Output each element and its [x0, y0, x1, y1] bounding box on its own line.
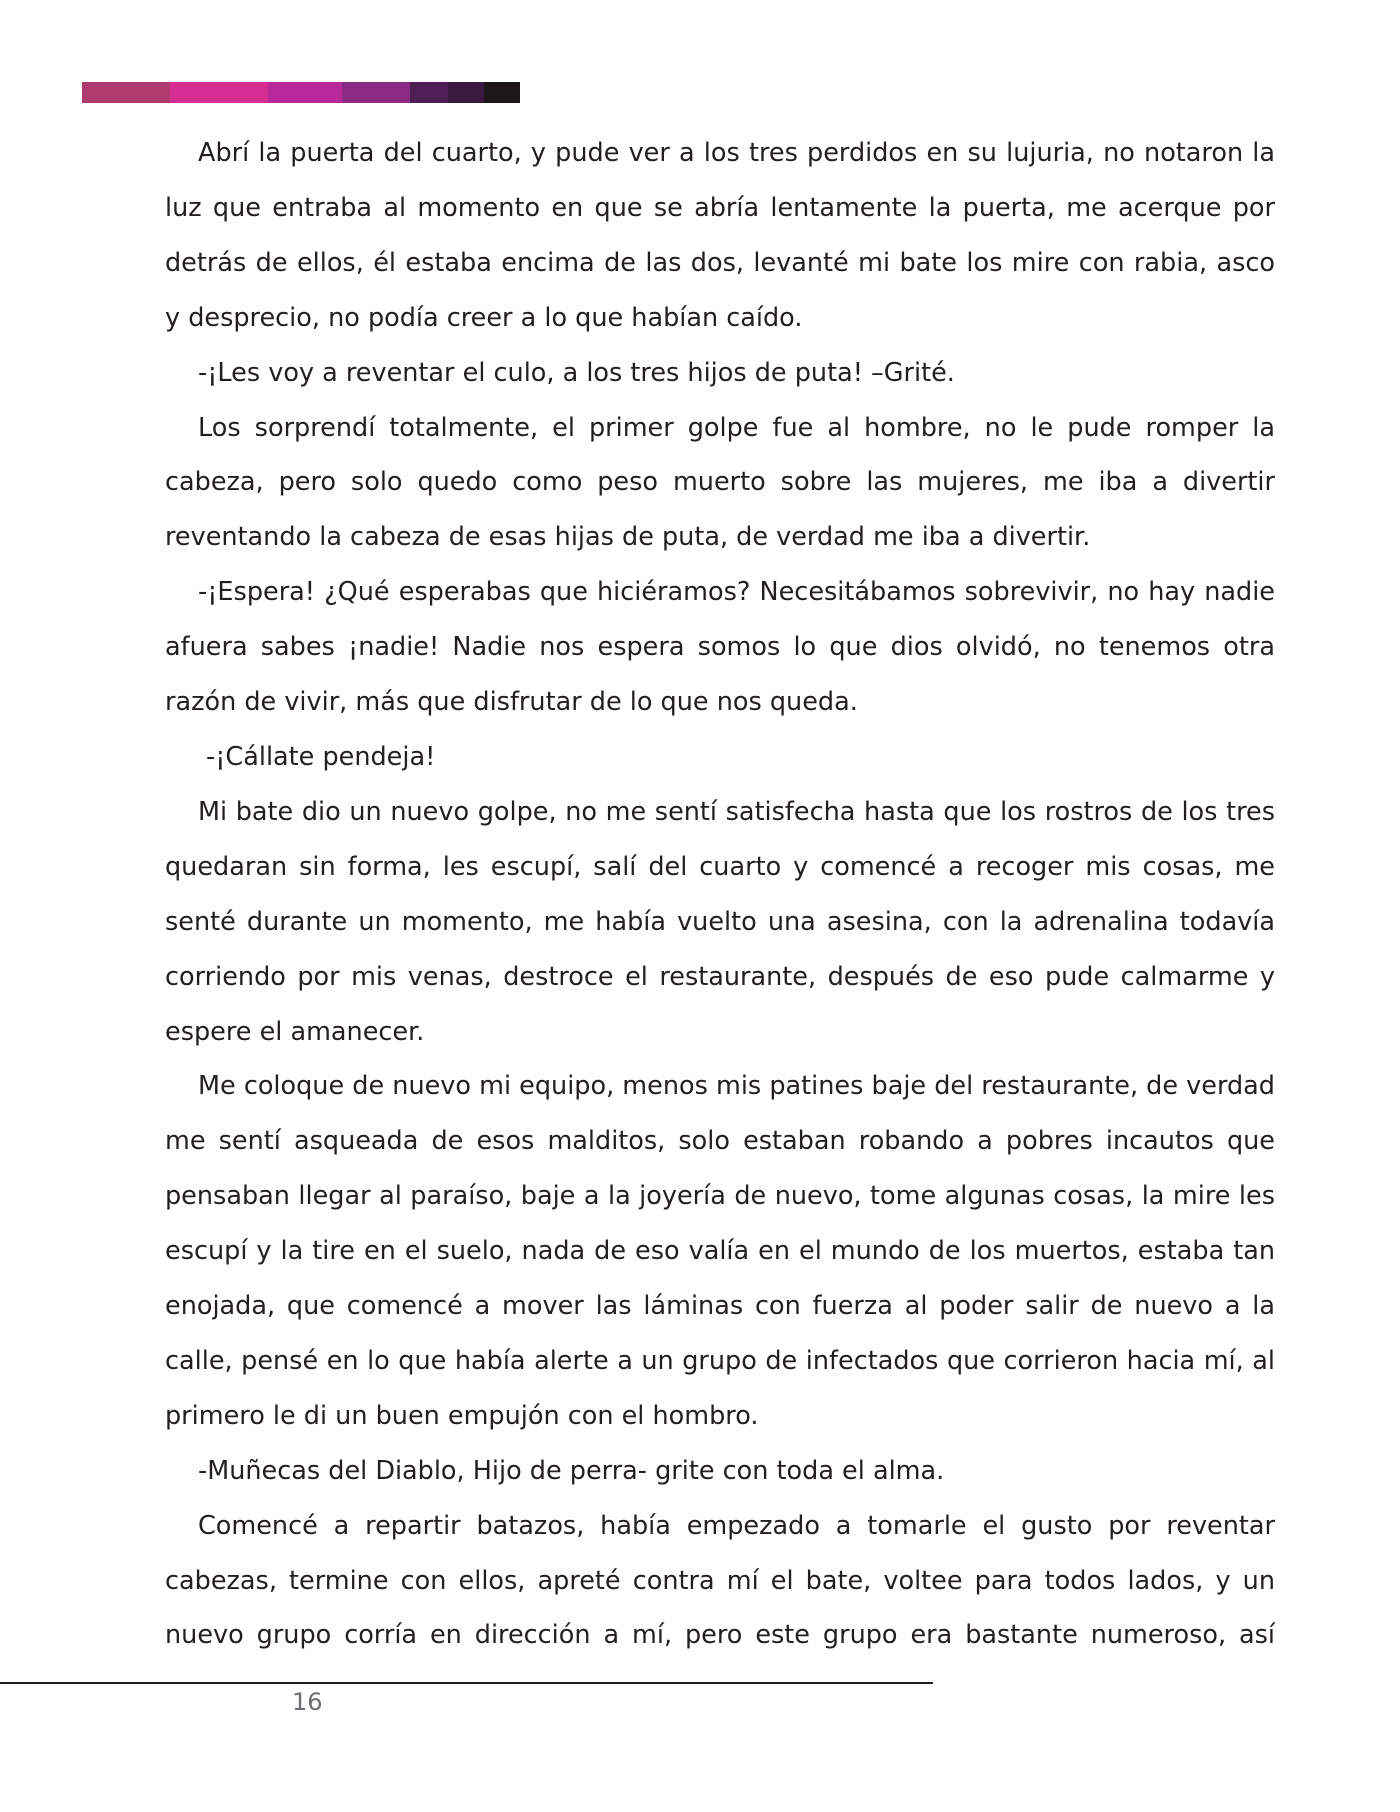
body-text [165, 126, 1275, 1663]
color-bar-segment [448, 82, 484, 103]
paragraph: Abrí la puerta del cuarto, y pude ver a los tres perdidos en su lujuria, no notaron la luz que entraba al momento en que se abría lentamente la puerta, me acerque por detrás de ellos, él estaba encima de las dos, levanté mi bate los mire con rabia, asco y desprecio, no podía creer a lo que habían caído. [165, 138, 1275, 333]
color-bar-segment [484, 82, 520, 103]
color-bar-segment [342, 82, 410, 103]
paragraph: Mi bate dio un nuevo golpe, no me sentí satisfecha hasta que los rostros de los tres quedaran sin forma, les escupí, salí del cuarto y comencé a recoger mis cosas, me senté durante un momento, me había vuelto una asesina, con la adrenalina todavía corriendo por mis venas, destroce el restaurante, después de eso pude calmarme y espere el amanecer. [165, 796, 1275, 1047]
page-number: 16 [292, 1688, 323, 1716]
color-bar-segment [82, 82, 170, 103]
color-bar-segment [410, 82, 448, 103]
paragraph: -Muñecas del Diablo, Hijo de perra- grite con toda el alma. [198, 1455, 945, 1486]
paragraph: -¡Cállate pendeja! [206, 741, 436, 772]
paragraph: -¡Les voy a reventar el culo, a los tres hijos de puta! –Grité. [198, 357, 955, 388]
paragraph: Me coloque de nuevo mi equipo, menos mis patines baje del restaurante, de verdad me sentí asqueada de esos malditos, solo estaban robando a pobres incautos que pensaban llegar al paraíso, baje a la joyería de nuevo, tome algunas cosas, la mire les escupí y la tire en el suelo, nada de eso valía en el mundo de los muertos, estaba tan enojada, que comencé a mover las láminas con fuerza al poder salir de nuevo a la calle, pensé en lo que había alerte a un grupo de infectados que corrieron hacia mí, al primero le di un buen empujón con el hombro. [165, 1071, 1275, 1431]
footer-rule [0, 1682, 933, 1684]
paragraph: -¡Espera! ¿Qué esperabas que hiciéramos? Necesitábamos sobrevivir, no hay nadie afuera sabes ¡nadie! Nadie nos espera somos lo que dios olvidó, no tenemos otra razón de vivir, más que disfrutar de lo que nos queda. [165, 577, 1275, 718]
header-color-bar [82, 82, 520, 103]
color-bar-segment [170, 82, 268, 103]
color-bar-segment [268, 82, 342, 103]
paragraph: Los sorprendí totalmente, el primer golpe fue al hombre, no le pude romper la cabeza, pero solo quedo como peso muerto sobre las mujeres, me iba a divertir reventando la cabeza de esas hijas de puta, de verdad me iba a divertir. [165, 412, 1275, 553]
paragraph: Comencé a repartir batazos, había empezado a tomarle el gusto por reventar cabezas, termine con ellos, apreté contra mí el bate, voltee para todos lados, y un nuevo grupo corría en dirección a mí, pero este grupo era bastante numeroso, así [165, 1510, 1275, 1651]
